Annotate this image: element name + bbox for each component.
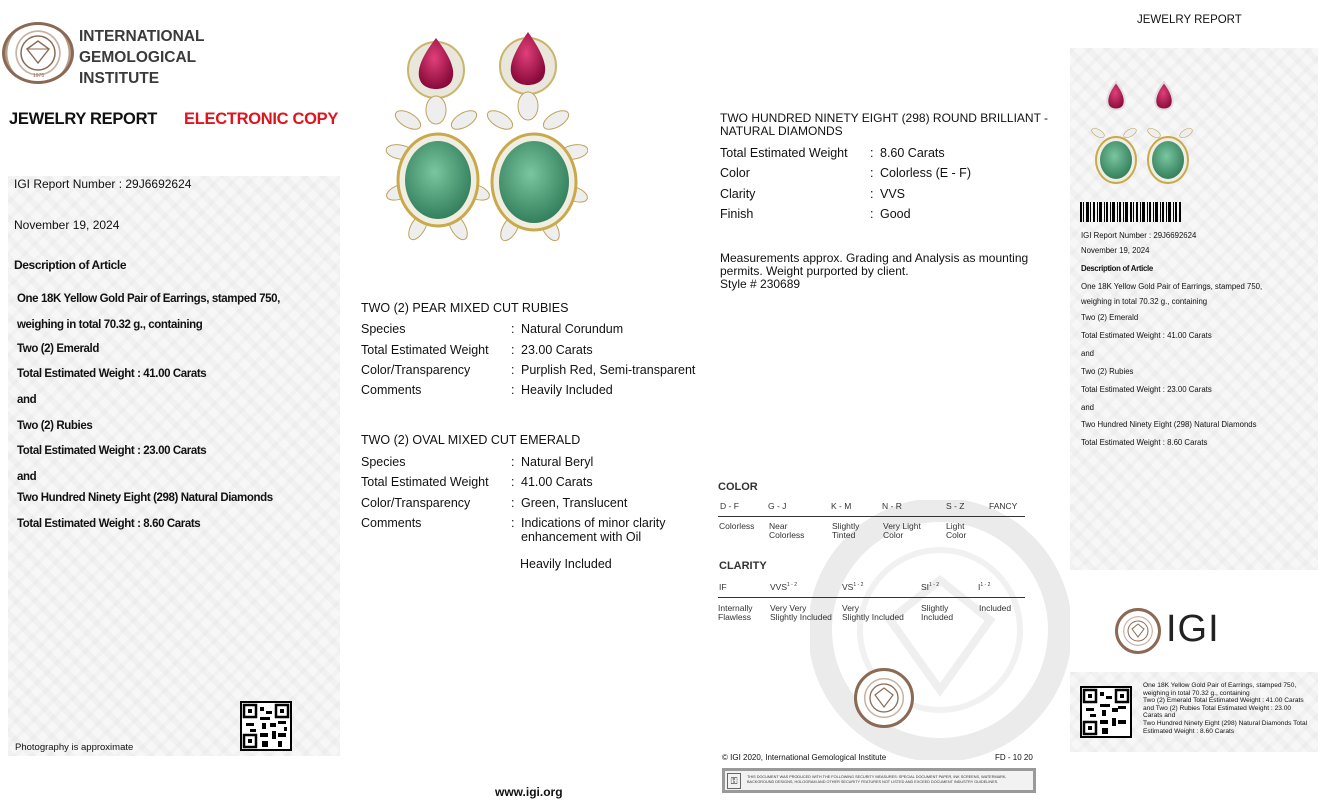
row-value: VVS xyxy=(880,187,906,201)
brand-name-line3: INSTITUTE xyxy=(79,70,160,87)
right-description-heading: Description of Article xyxy=(1081,264,1153,273)
description-heading: Description of Article xyxy=(14,258,127,272)
igi-seal-icon xyxy=(2,22,74,84)
igi-logo: IGI xyxy=(1166,608,1220,650)
row-key: Species xyxy=(361,322,406,336)
clarity-desc: Very Slightly Included xyxy=(842,603,904,622)
color-scale-heading: COLOR xyxy=(718,481,758,493)
row-key: Color xyxy=(720,166,750,180)
color-grade: S - Z xyxy=(946,501,965,511)
seal-year: 1975 xyxy=(33,73,45,79)
right-description-line: One 18K Yellow Gold Pair of Earrings, stamped 750, xyxy=(1081,282,1263,291)
clarity-grade: VS$^{1 - 2}$ xyxy=(842,582,864,592)
clarity-grade: $I^{1 - 2}$ xyxy=(978,582,991,592)
color-grade: K - M xyxy=(831,501,852,511)
clarity-desc: Included xyxy=(979,603,1012,613)
measurements-line1: Measurements approx. Grading and Analysis as mounting xyxy=(720,251,1029,265)
row-value: 8.60 Carats xyxy=(880,146,945,160)
brand-name-line2: GEMOLOGICAL xyxy=(79,49,197,66)
report-date: November 19, 2024 xyxy=(14,218,120,232)
description-line: Total Estimated Weight : 23.00 Carats xyxy=(17,445,207,457)
description-line: and xyxy=(17,471,37,483)
color-grade: D - F xyxy=(720,501,739,511)
description-line: One 18K Yellow Gold Pair of Earrings, stamped 750, xyxy=(17,293,280,305)
right-summary-line: Two (2) Emerald Total Estimated Weight : 41.00 Carats xyxy=(1143,697,1304,705)
row-value: 41.00 Carats xyxy=(521,475,593,489)
security-line1: THIS DOCUMENT WAS PRODUCED WITH THE FOLLOWING SECURITY MEASURES: SPECIAL DOCUMENT PAPER, INK SCREENS, WATERMARK, xyxy=(747,775,1007,779)
barcode-icon xyxy=(1080,202,1182,222)
description-line: Total Estimated Weight : 8.60 Carats xyxy=(17,518,201,530)
color-desc: Colorless xyxy=(719,521,755,531)
earrings-photo xyxy=(378,22,588,244)
row-key: Clarity xyxy=(720,187,756,201)
clarity-desc: Internally Flawless xyxy=(718,603,753,622)
report-number: IGI Report Number : 29J6692624 xyxy=(14,177,192,191)
row-value: Heavily Included xyxy=(521,383,613,397)
website-link[interactable]: www.igi.org xyxy=(495,785,563,799)
security-line2: BACKGROUND DESIGNS, HOLOGRAM AND OTHER SECURITY FEATURES NOT LISTED AND EXCEED DOCUMENT INDUSTRY GUIDELINES. xyxy=(747,780,999,784)
report-title: JEWELRY REPORT xyxy=(9,110,157,128)
row-value: Colorless (E - F) xyxy=(880,166,971,180)
clarity-grade: IF xyxy=(719,582,727,592)
row-key: Total Estimated Weight xyxy=(361,475,489,489)
clarity-scale xyxy=(718,579,1025,625)
description-line: Two Hundred Ninety Eight (298) Natural Diamonds xyxy=(17,492,273,504)
row-key: Color/Transparency xyxy=(361,363,471,377)
diamonds-title-line2: NATURAL DIAMONDS xyxy=(720,123,843,138)
diamonds-title xyxy=(720,112,1048,137)
emerald-row-color: Color/Transparency : Green, Translucent xyxy=(361,496,628,510)
right-description-line: Total Estimated Weight : 8.60 Carats xyxy=(1081,438,1208,447)
qr-code-icon[interactable] xyxy=(240,701,292,751)
right-description-line: Total Estimated Weight : 23.00 Carats xyxy=(1081,385,1212,394)
emerald-row-weight: Total Estimated Weight : 41.00 Carats xyxy=(361,475,593,489)
rubies-row-comments: Comments : Heavily Included xyxy=(361,383,613,397)
rubies-row-weight: Total Estimated Weight : 23.00 Carats xyxy=(361,343,593,357)
description-line: Two (2) Rubies xyxy=(17,420,93,432)
color-grade: N - R xyxy=(882,501,902,511)
row-key: Comments xyxy=(361,383,422,397)
description-line: and xyxy=(17,394,37,406)
right-description-line: Two Hundred Ninety Eight (298) Natural Diamonds xyxy=(1081,420,1257,429)
diamonds-row-finish: Finish : Good xyxy=(720,207,911,221)
emerald-row-comments: Comments : Indications of minor clarity enhancement with Oil xyxy=(361,516,681,544)
emerald-extra-comment: Heavily Included xyxy=(520,557,612,571)
right-summary xyxy=(1143,682,1315,735)
right-report-title: JEWELRY REPORT xyxy=(1137,14,1242,26)
right-description-line: and xyxy=(1081,403,1095,412)
rubies-title: TWO (2) PEAR MIXED CUT RUBIES xyxy=(361,301,569,315)
row-value: Natural Beryl xyxy=(521,455,594,469)
clarity-grade: SI$^{1 - 2}$ xyxy=(921,582,940,592)
color-desc: Near Colorless xyxy=(769,521,805,540)
clarity-desc: Slightly Included xyxy=(921,603,954,622)
rubies-row-species: Species : Natural Corundum xyxy=(361,322,624,336)
form-code: FD - 10 20 xyxy=(995,753,1033,762)
row-value: 23.00 Carats xyxy=(521,343,593,357)
igi-seal-icon xyxy=(854,668,914,728)
description-line: Total Estimated Weight : 41.00 Carats xyxy=(17,368,207,380)
right-summary-line: Two Hundred Ninety Eight (298) Natural Diamonds Total xyxy=(1143,719,1308,727)
right-description-line: Two (2) Emerald xyxy=(1081,313,1139,322)
right-report-date: November 19, 2024 xyxy=(1081,246,1150,255)
rubies-row-color: Color/Transparency : Purplish Red, Semi-transparent xyxy=(361,363,696,377)
row-key: Species xyxy=(361,455,406,469)
row-key: Comments xyxy=(361,516,422,530)
description-line: weighing in total 70.32 g., containing xyxy=(17,319,203,331)
copyright: © IGI 2020, International Gemological Institute xyxy=(722,753,887,762)
diamonds-row-color: Color : Colorless (E - F) xyxy=(720,166,971,180)
earrings-thumbnail xyxy=(1086,78,1196,192)
right-description-line: Two (2) Rubies xyxy=(1081,367,1134,376)
style-number: Style # 230689 xyxy=(720,277,801,291)
electronic-copy-label: ELECTRONIC COPY xyxy=(184,110,339,128)
diamonds-row-clarity: Clarity : VVS xyxy=(720,187,906,201)
emerald-title: TWO (2) OVAL MIXED CUT EMERALD xyxy=(361,433,581,447)
emerald-row-species: Species : Natural Beryl xyxy=(361,455,594,469)
right-summary-line: One 18K Yellow Gold Pair of Earrings, stamped 750, xyxy=(1143,682,1297,689)
color-scale xyxy=(718,500,1025,546)
right-report-number: IGI Report Number : 29J6692624 xyxy=(1081,231,1197,240)
description-line: Two (2) Emerald xyxy=(17,343,99,355)
security-strip xyxy=(722,768,1036,793)
right-description-line: Total Estimated Weight : 41.00 Carats xyxy=(1081,331,1212,340)
igi-logo-seal-icon xyxy=(1115,608,1161,654)
row-value: Purplish Red, Semi-transparent xyxy=(521,363,696,377)
diamonds-title-line1: TWO HUNDRED NINETY EIGHT (298) ROUND BRILLIANT - xyxy=(720,111,1049,125)
security-lock-icon: ⚿ xyxy=(727,773,741,789)
row-value: Good xyxy=(880,207,911,221)
right-summary-line: and Two (2) Rubies Total Estimated Weight : 23.00 xyxy=(1143,704,1292,712)
brand-name xyxy=(79,26,204,89)
right-description-line: and xyxy=(1081,349,1095,358)
row-key: Finish xyxy=(720,207,754,221)
diamonds-row-weight: Total Estimated Weight : 8.60 Carats xyxy=(720,146,945,160)
row-key: Total Estimated Weight xyxy=(361,343,489,357)
right-summary-line: Estimated Weight : 8.60 Carats xyxy=(1143,727,1235,735)
right-summary-line: weighing in total 70.32 g., containing xyxy=(1143,689,1250,697)
color-grade: FANCY xyxy=(989,501,1018,511)
color-grade: G - J xyxy=(768,501,787,511)
row-key: Total Estimated Weight xyxy=(720,146,848,160)
clarity-desc: Very Very Slightly Included xyxy=(770,603,832,622)
row-value: Natural Corundum xyxy=(521,322,624,336)
clarity-scale-heading: CLARITY xyxy=(719,560,767,572)
brand-name-line1: INTERNATIONAL xyxy=(79,28,205,45)
right-summary-line: Carats and xyxy=(1143,712,1176,720)
photo-note: Photography is approximate xyxy=(15,742,134,753)
row-value: Indications of minor clarity enhancement with Oil xyxy=(521,516,666,544)
row-key: Color/Transparency xyxy=(361,496,471,510)
right-description-line: weighing in total 70.32 g., containing xyxy=(1081,297,1208,306)
color-desc: Light Color xyxy=(946,521,967,540)
clarity-grade: VVS$^{1 - 2}$ xyxy=(770,582,798,592)
measurements-note xyxy=(720,252,1028,291)
row-value: Green, Translucent xyxy=(521,496,628,510)
qr-code-icon[interactable] xyxy=(1080,686,1132,738)
measurements-line2: permits. Weight purported by client. xyxy=(720,264,909,278)
color-desc: Very Light Color xyxy=(883,521,921,540)
color-desc: Slightly Tinted xyxy=(832,521,860,540)
